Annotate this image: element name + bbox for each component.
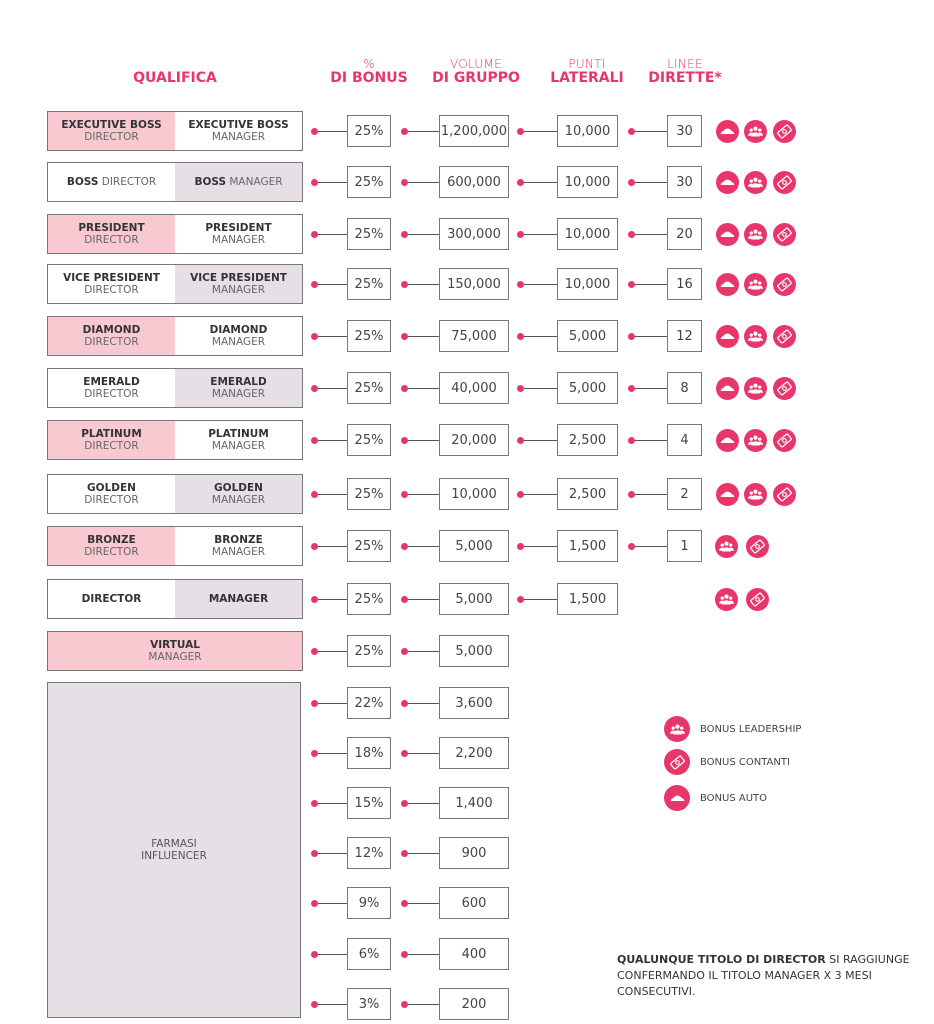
volume-connector-line — [408, 853, 439, 854]
qualification-row — [0, 420, 934, 460]
influencer-row — [0, 783, 934, 823]
qualification-row — [0, 526, 934, 566]
volume-value: 75,000 — [439, 320, 509, 352]
punti-connector-line — [524, 182, 557, 183]
linee-connector-line — [635, 546, 667, 547]
qualification-text: DIRECTOR — [84, 131, 139, 143]
leadership-icon — [744, 429, 767, 452]
qualification-text: DIRECTOR — [84, 546, 139, 558]
bonus-connector-dot — [311, 491, 318, 498]
bonus-connector-dot — [311, 1001, 318, 1008]
qualification-row — [0, 111, 934, 151]
volume-value: 600,000 — [439, 166, 509, 198]
qualification-text: MANAGER — [211, 336, 266, 348]
bonus-connector-line — [318, 234, 348, 235]
leadership-icon — [744, 273, 767, 296]
volume-connector-line — [408, 182, 439, 183]
car-icon — [716, 325, 739, 348]
volume-connector-dot — [401, 648, 408, 655]
bonus-connector-dot — [311, 543, 318, 550]
bonus-connector-line — [318, 703, 348, 704]
qualification-text: MANAGER — [208, 593, 269, 605]
volume-connector-dot — [401, 281, 408, 288]
qualification-cell — [175, 163, 302, 201]
volume-connector-dot — [401, 750, 408, 757]
punti-value: 1,500 — [557, 530, 618, 562]
cash-icon — [773, 273, 796, 296]
linee-connector-line — [635, 336, 667, 337]
punti-connector-dot — [517, 491, 524, 498]
punti-connector-line — [524, 599, 557, 600]
qualification-text: PRESIDENT — [205, 222, 272, 234]
linee-connector-line — [635, 131, 667, 132]
car-icon — [716, 429, 739, 452]
volume-connector-line — [408, 440, 439, 441]
qualification-text: MANAGER — [148, 651, 202, 663]
volume-value: 1,200,000 — [439, 115, 509, 147]
qualification-row — [0, 474, 934, 514]
volume-connector-line — [408, 753, 439, 754]
qualification-label — [47, 526, 303, 566]
bonus-connector-dot — [311, 333, 318, 340]
volume-connector-line — [408, 131, 439, 132]
cash-icon — [746, 535, 769, 558]
legend-contanti: BONUS CONTANTI — [664, 749, 790, 775]
volume-connector-line — [408, 388, 439, 389]
qualification-cell — [48, 475, 175, 513]
volume-connector-line — [408, 234, 439, 235]
bonus-value: 12% — [347, 837, 391, 869]
punti-value: 10,000 — [557, 268, 618, 300]
bonus-connector-line — [318, 954, 348, 955]
bonus-value: 25% — [347, 115, 391, 147]
car-icon — [664, 785, 690, 811]
volume-value: 10,000 — [439, 478, 509, 510]
punti-connector-line — [524, 388, 557, 389]
qualification-label — [47, 474, 303, 514]
volume-connector-line — [408, 651, 439, 652]
bonus-connector-line — [318, 1004, 348, 1005]
qualification-label — [47, 631, 303, 671]
volume-value: 40,000 — [439, 372, 509, 404]
cash-icon — [664, 749, 690, 775]
qualification-cell — [48, 265, 175, 303]
volume-connector-line — [408, 599, 439, 600]
influencer-row — [0, 883, 934, 923]
punti-connector-dot — [517, 281, 524, 288]
qualification-text: DIRECTOR — [101, 176, 157, 188]
cash-icon — [773, 223, 796, 246]
linee-value: 1 — [667, 530, 702, 562]
qualification-text: MANAGER — [211, 440, 266, 452]
qualification-text: PRESIDENT — [78, 222, 145, 234]
volume-connector-dot — [401, 700, 408, 707]
punti-connector-line — [524, 336, 557, 337]
linee-value: 4 — [667, 424, 702, 456]
bonus-connector-line — [318, 440, 348, 441]
qualification-row — [0, 264, 934, 304]
qualification-row — [0, 214, 934, 254]
leadership-icon — [744, 223, 767, 246]
punti-value: 2,500 — [557, 478, 618, 510]
qualification-label — [47, 420, 303, 460]
volume-connector-line — [408, 903, 439, 904]
cash-icon — [773, 171, 796, 194]
qualification-cell — [175, 421, 302, 459]
volume-connector-line — [408, 1004, 439, 1005]
volume-connector-dot — [401, 951, 408, 958]
leadership-icon — [744, 377, 767, 400]
qualification-text: DIRECTOR — [84, 336, 139, 348]
qualification-text: VIRTUAL — [150, 639, 200, 651]
qualification-text: DIRECTOR — [84, 234, 139, 246]
linee-connector-line — [635, 182, 667, 183]
volume-connector-line — [408, 494, 439, 495]
punti-connector-dot — [517, 128, 524, 135]
bonus-connector-line — [318, 284, 348, 285]
qualification-text: MANAGER — [211, 284, 266, 296]
qualification-text: GOLDEN — [214, 482, 263, 494]
qualification-cell — [48, 632, 302, 670]
linee-connector-dot — [628, 543, 635, 550]
volume-connector-line — [408, 703, 439, 704]
linee-value: 16 — [667, 268, 702, 300]
volume-connector-dot — [401, 385, 408, 392]
punti-value: 5,000 — [557, 372, 618, 404]
bonus-value: 25% — [347, 478, 391, 510]
bonus-connector-dot — [311, 951, 318, 958]
qualification-text: EMERALD — [210, 376, 267, 388]
qualification-text: MANAGER — [211, 131, 266, 143]
volume-value: 2,200 — [439, 737, 509, 769]
car-icon — [716, 120, 739, 143]
qualification-text: DIRECTOR — [84, 440, 139, 452]
qualification-row — [0, 631, 934, 671]
qualification-text: DIAMOND — [82, 324, 141, 336]
punti-connector-line — [524, 440, 557, 441]
bonus-connector-line — [318, 651, 348, 652]
qualification-cell — [48, 163, 175, 201]
leadership-icon — [744, 171, 767, 194]
bonus-value: 18% — [347, 737, 391, 769]
bonus-connector-line — [318, 131, 348, 132]
volume-connector-line — [408, 336, 439, 337]
bonus-connector-dot — [311, 128, 318, 135]
bonus-connector-line — [318, 336, 348, 337]
qualification-cell — [48, 317, 175, 355]
volume-connector-dot — [401, 179, 408, 186]
punti-connector-dot — [517, 543, 524, 550]
qualification-text: DIAMOND — [209, 324, 268, 336]
car-icon — [716, 223, 739, 246]
leadership-icon — [744, 483, 767, 506]
bonus-value: 25% — [347, 583, 391, 615]
linee-connector-dot — [628, 385, 635, 392]
volume-value: 200 — [439, 988, 509, 1020]
punti-connector-dot — [517, 437, 524, 444]
qualification-text: GOLDEN — [87, 482, 136, 494]
car-icon — [716, 483, 739, 506]
linee-value: 2 — [667, 478, 702, 510]
qualification-row — [0, 579, 934, 619]
cash-icon — [773, 429, 796, 452]
qualification-cell — [175, 475, 302, 513]
bonus-connector-line — [318, 753, 348, 754]
volume-connector-dot — [401, 800, 408, 807]
punti-connector-line — [524, 546, 557, 547]
qualification-label — [47, 579, 303, 619]
punti-value: 5,000 — [557, 320, 618, 352]
qualification-text: VICE PRESIDENT — [63, 272, 160, 284]
qualification-cell — [48, 527, 175, 565]
legend-auto: BONUS AUTO — [664, 785, 767, 811]
qualification-cell — [175, 215, 302, 253]
qualification-text: PLATINUM — [208, 428, 269, 440]
qualification-text: EXECUTIVE BOSS — [61, 119, 162, 131]
bonus-connector-dot — [311, 231, 318, 238]
linee-connector-dot — [628, 128, 635, 135]
volume-connector-line — [408, 284, 439, 285]
qualification-cell — [175, 580, 302, 618]
volume-value: 150,000 — [439, 268, 509, 300]
qualification-label — [47, 368, 303, 408]
linee-connector-dot — [628, 333, 635, 340]
linee-value: 20 — [667, 218, 702, 250]
volume-value: 5,000 — [439, 530, 509, 562]
bonus-value: 15% — [347, 787, 391, 819]
volume-connector-dot — [401, 333, 408, 340]
volume-connector-dot — [401, 491, 408, 498]
bonus-connector-line — [318, 903, 348, 904]
volume-value: 900 — [439, 837, 509, 869]
volume-connector-dot — [401, 900, 408, 907]
qualification-label — [47, 111, 303, 151]
volume-connector-line — [408, 954, 439, 955]
linee-value: 30 — [667, 166, 702, 198]
car-icon — [716, 377, 739, 400]
cash-icon — [773, 325, 796, 348]
qualification-cell — [48, 112, 175, 150]
linee-connector-line — [635, 388, 667, 389]
bonus-value: 25% — [347, 372, 391, 404]
cash-icon — [773, 483, 796, 506]
qualification-label — [47, 264, 303, 304]
qualification-text: MANAGER — [211, 234, 266, 246]
qualification-cell — [175, 265, 302, 303]
qualification-row — [0, 368, 934, 408]
bonus-value: 25% — [347, 268, 391, 300]
bonus-value: 3% — [347, 988, 391, 1020]
director-note: QUALUNQUE TITOLO DI DIRECTOR SI RAGGIUNGE CONFERMANDO IL TITOLO MANAGER X 3 MESI CONSECUTIVI. — [617, 953, 910, 998]
leadership-icon — [715, 588, 738, 611]
leadership-icon — [664, 716, 690, 742]
qualification-label — [47, 162, 303, 202]
bonus-connector-dot — [311, 900, 318, 907]
legend-leadership: BONUS LEADERSHIP — [664, 716, 801, 742]
volume-connector-dot — [401, 850, 408, 857]
punti-connector-dot — [517, 333, 524, 340]
punti-value: 2,500 — [557, 424, 618, 456]
cash-icon — [773, 120, 796, 143]
bonus-value: 25% — [347, 635, 391, 667]
volume-value: 400 — [439, 938, 509, 970]
linee-value: 30 — [667, 115, 702, 147]
qualification-text: MANAGER — [211, 546, 266, 558]
bonus-connector-line — [318, 853, 348, 854]
qualification-text: PLATINUM — [81, 428, 142, 440]
bonus-value: 22% — [347, 687, 391, 719]
punti-connector-line — [524, 234, 557, 235]
leadership-icon — [744, 120, 767, 143]
punti-connector-dot — [517, 231, 524, 238]
linee-connector-line — [635, 440, 667, 441]
bonus-value: 25% — [347, 218, 391, 250]
qualification-text: DIRECTOR — [84, 284, 139, 296]
volume-connector-dot — [401, 437, 408, 444]
linee-connector-dot — [628, 231, 635, 238]
qualification-text: EMERALD — [83, 376, 140, 388]
bonus-connector-line — [318, 599, 348, 600]
bonus-value: 25% — [347, 166, 391, 198]
volume-connector-dot — [401, 231, 408, 238]
punti-connector-line — [524, 284, 557, 285]
qualification-text: BRONZE — [87, 534, 136, 546]
bonus-connector-line — [318, 388, 348, 389]
qualification-text: DIRECTOR — [81, 593, 142, 605]
qualification-cell — [48, 580, 175, 618]
qualification-text: MANAGER — [211, 388, 266, 400]
punti-value: 10,000 — [557, 115, 618, 147]
volume-value: 5,000 — [439, 635, 509, 667]
bonus-connector-dot — [311, 281, 318, 288]
bonus-connector-dot — [311, 437, 318, 444]
qualification-text: VICE PRESIDENT — [190, 272, 287, 284]
punti-connector-dot — [517, 385, 524, 392]
bonus-connector-dot — [311, 648, 318, 655]
cash-icon — [773, 377, 796, 400]
bonus-connector-line — [318, 182, 348, 183]
cash-icon — [746, 588, 769, 611]
qualification-cell — [175, 112, 302, 150]
qualification-text: MANAGER — [229, 176, 283, 188]
linee-connector-line — [635, 234, 667, 235]
bonus-connector-dot — [311, 700, 318, 707]
bonus-value: 25% — [347, 320, 391, 352]
bonus-value: 9% — [347, 887, 391, 919]
qualification-text: MANAGER — [211, 494, 266, 506]
header-qualifica: QUALIFICA — [133, 70, 217, 86]
volume-value: 1,400 — [439, 787, 509, 819]
bonus-connector-line — [318, 546, 348, 547]
qualification-text: DIRECTOR — [84, 388, 139, 400]
qualification-cell — [175, 527, 302, 565]
volume-connector-dot — [401, 596, 408, 603]
bonus-connector-line — [318, 803, 348, 804]
car-icon — [716, 273, 739, 296]
qualification-text: BOSS — [194, 176, 227, 188]
qualification-label — [47, 214, 303, 254]
linee-connector-line — [635, 284, 667, 285]
qualification-text: DIRECTOR — [84, 494, 139, 506]
qualification-text: EXECUTIVE BOSS — [188, 119, 289, 131]
volume-connector-dot — [401, 1001, 408, 1008]
punti-connector-dot — [517, 179, 524, 186]
qualification-cell — [175, 317, 302, 355]
volume-value: 20,000 — [439, 424, 509, 456]
bonus-value: 6% — [347, 938, 391, 970]
qualification-cell — [48, 421, 175, 459]
volume-value: 600 — [439, 887, 509, 919]
bonus-connector-dot — [311, 850, 318, 857]
farmasi-influencer-box: FARMASI INFLUENCER — [47, 682, 301, 1018]
bonus-connector-dot — [311, 596, 318, 603]
volume-connector-line — [408, 546, 439, 547]
leadership-icon — [744, 325, 767, 348]
bonus-connector-dot — [311, 800, 318, 807]
volume-value: 300,000 — [439, 218, 509, 250]
qualification-cell — [175, 369, 302, 407]
punti-value: 10,000 — [557, 166, 618, 198]
bonus-value: 25% — [347, 424, 391, 456]
linee-connector-dot — [628, 281, 635, 288]
header-volume: VOLUME DI GRUPPO — [432, 57, 520, 86]
linee-connector-dot — [628, 491, 635, 498]
header-punti: PUNTI LATERALI — [550, 57, 624, 86]
punti-connector-dot — [517, 596, 524, 603]
linee-connector-dot — [628, 437, 635, 444]
volume-connector-dot — [401, 128, 408, 135]
volume-value: 3,600 — [439, 687, 509, 719]
qualification-text: BOSS — [66, 176, 99, 188]
qualification-cell — [48, 215, 175, 253]
volume-connector-dot — [401, 543, 408, 550]
qualification-label — [47, 316, 303, 356]
punti-value: 1,500 — [557, 583, 618, 615]
qualification-text: BRONZE — [214, 534, 263, 546]
linee-connector-dot — [628, 179, 635, 186]
qualification-cell — [48, 369, 175, 407]
bonus-value: 25% — [347, 530, 391, 562]
punti-connector-line — [524, 131, 557, 132]
punti-connector-line — [524, 494, 557, 495]
linee-connector-line — [635, 494, 667, 495]
car-icon — [716, 171, 739, 194]
bonus-connector-dot — [311, 179, 318, 186]
bonus-connector-line — [318, 494, 348, 495]
influencer-row — [0, 833, 934, 873]
leadership-icon — [715, 535, 738, 558]
qualification-row — [0, 162, 934, 202]
linee-value: 8 — [667, 372, 702, 404]
volume-value: 5,000 — [439, 583, 509, 615]
linee-value: 12 — [667, 320, 702, 352]
volume-connector-line — [408, 803, 439, 804]
qualification-row — [0, 316, 934, 356]
header-linee: LINEE DIRETTE* — [648, 57, 722, 86]
punti-value: 10,000 — [557, 218, 618, 250]
header-bonus: % DI BONUS — [330, 57, 408, 86]
bonus-connector-dot — [311, 385, 318, 392]
bonus-connector-dot — [311, 750, 318, 757]
